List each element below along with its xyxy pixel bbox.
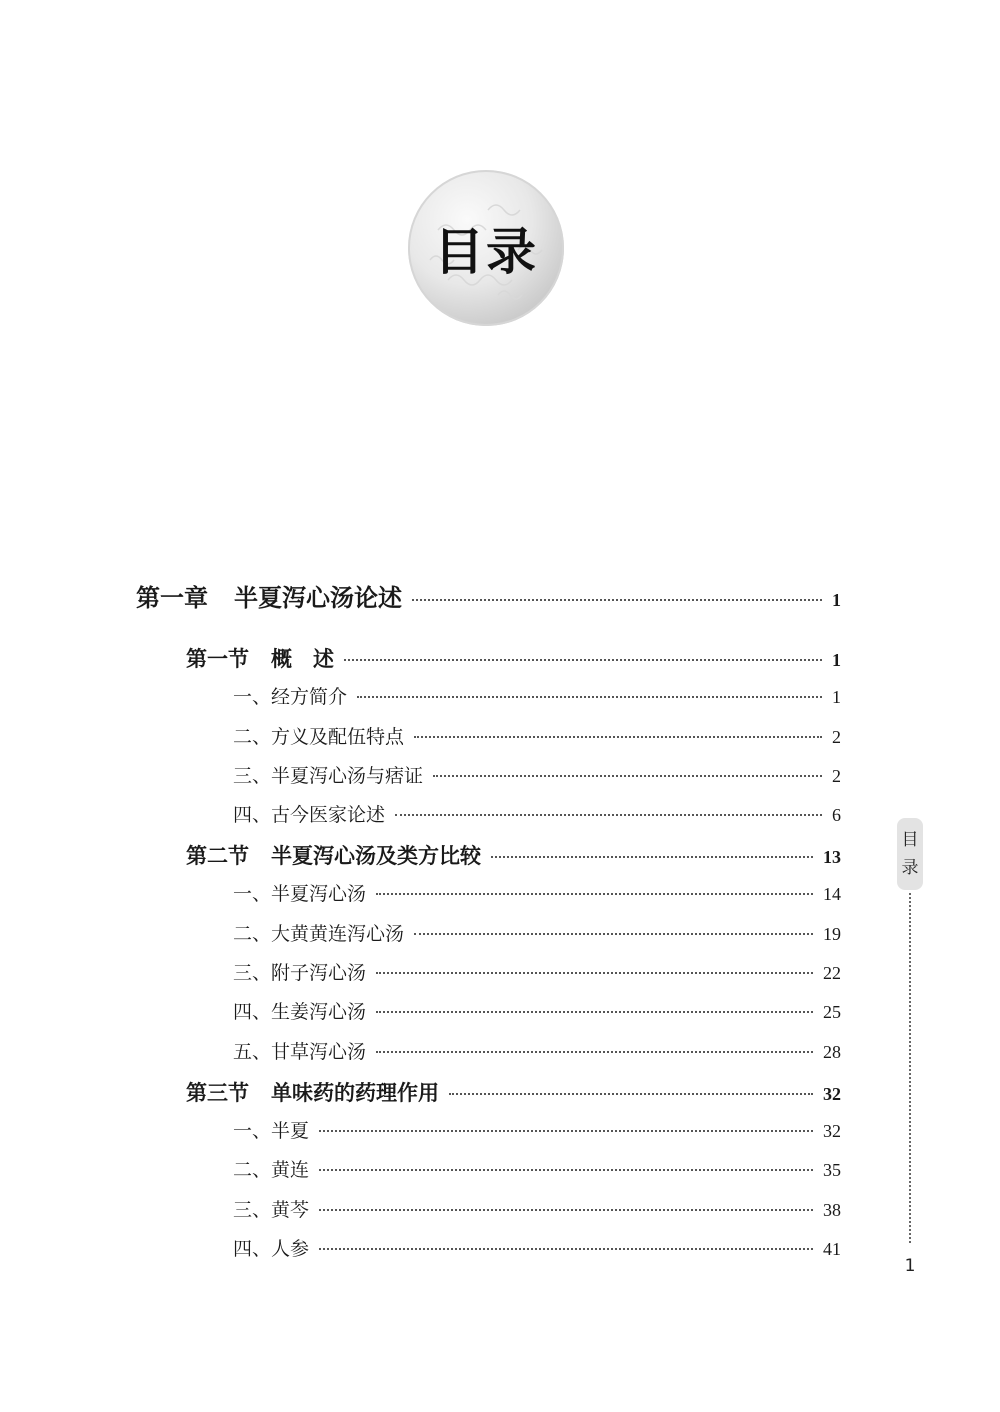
dot-leader	[319, 1130, 813, 1132]
page-number: 2	[832, 766, 841, 786]
dot-leader	[376, 1011, 813, 1013]
page-number: 25	[823, 1002, 841, 1022]
side-tab	[897, 818, 923, 890]
toc-item[interactable]: 四、人参 41	[233, 1238, 841, 1260]
toc-chapter-1[interactable]	[136, 578, 841, 613]
toc-item[interactable]: 二、大黄黄连泻心汤 19	[233, 923, 841, 945]
toc-item[interactable]: 二、方义及配伍特点 2	[233, 726, 841, 748]
page-number: 14	[823, 884, 841, 904]
dot-leader	[357, 696, 822, 698]
toc-item[interactable]: 一、半夏泻心汤 14	[233, 883, 841, 905]
side-tab-char: 目	[901, 830, 919, 850]
toc-item[interactable]: 三、附子泻心汤 22	[233, 962, 841, 984]
dot-leader	[395, 814, 822, 816]
title-badge	[408, 170, 564, 326]
page-number: 38	[823, 1200, 841, 1220]
page-number: 2	[832, 727, 841, 747]
toc-item[interactable]: 一、经方简介 1	[233, 686, 841, 708]
folio-number: 1	[904, 1256, 916, 1276]
dot-leader	[344, 659, 822, 661]
dot-leader	[319, 1209, 813, 1211]
toc-section[interactable]: 第三节 单味药的药理作用 32	[186, 1081, 841, 1105]
page-number: 41	[823, 1239, 841, 1259]
page-number: 28	[823, 1042, 841, 1062]
toc-item[interactable]: 四、古今医家论述 6	[233, 804, 841, 826]
dot-leader	[319, 1169, 813, 1171]
page-number: 35	[823, 1160, 841, 1180]
page-number: 22	[823, 963, 841, 983]
dot-leader	[449, 1093, 813, 1095]
side-tab-char: 录	[901, 858, 919, 878]
dot-leader	[412, 599, 822, 601]
dot-leader	[376, 1051, 813, 1053]
dot-leader	[491, 856, 813, 858]
toc-section[interactable]: 第二节 半夏泻心汤及类方比较 13	[186, 844, 841, 868]
dot-leader	[433, 775, 822, 777]
page-number: 6	[832, 805, 841, 825]
page-number: 19	[823, 924, 841, 944]
page-title: 目录	[434, 223, 538, 281]
toc-item[interactable]: 五、甘草泻心汤 28	[233, 1041, 841, 1063]
page-number: 1	[832, 590, 841, 610]
page-number: 32	[823, 1084, 841, 1104]
page-number: 1	[832, 687, 841, 707]
dot-leader	[414, 933, 813, 935]
toc-item[interactable]: 一、半夏 32	[233, 1120, 841, 1142]
dot-leader	[376, 893, 813, 895]
dot-leader	[376, 972, 813, 974]
chapter-label: 第一章 半夏泻心汤论述	[136, 583, 402, 612]
page-number: 13	[823, 847, 841, 867]
dot-leader	[319, 1248, 813, 1250]
page-number: 1	[832, 650, 841, 670]
side-dotted-line	[909, 893, 911, 1243]
page-number: 32	[823, 1121, 841, 1141]
dot-leader	[414, 736, 822, 738]
toc-section[interactable]: 第一节 概 述 1	[186, 647, 841, 671]
toc-item[interactable]: 三、半夏泻心汤与痞证 2	[233, 765, 841, 787]
toc-item[interactable]: 二、黄连 35	[233, 1159, 841, 1181]
toc-item[interactable]: 四、生姜泻心汤 25	[233, 1001, 841, 1023]
toc-item[interactable]: 三、黄芩 38	[233, 1199, 841, 1221]
